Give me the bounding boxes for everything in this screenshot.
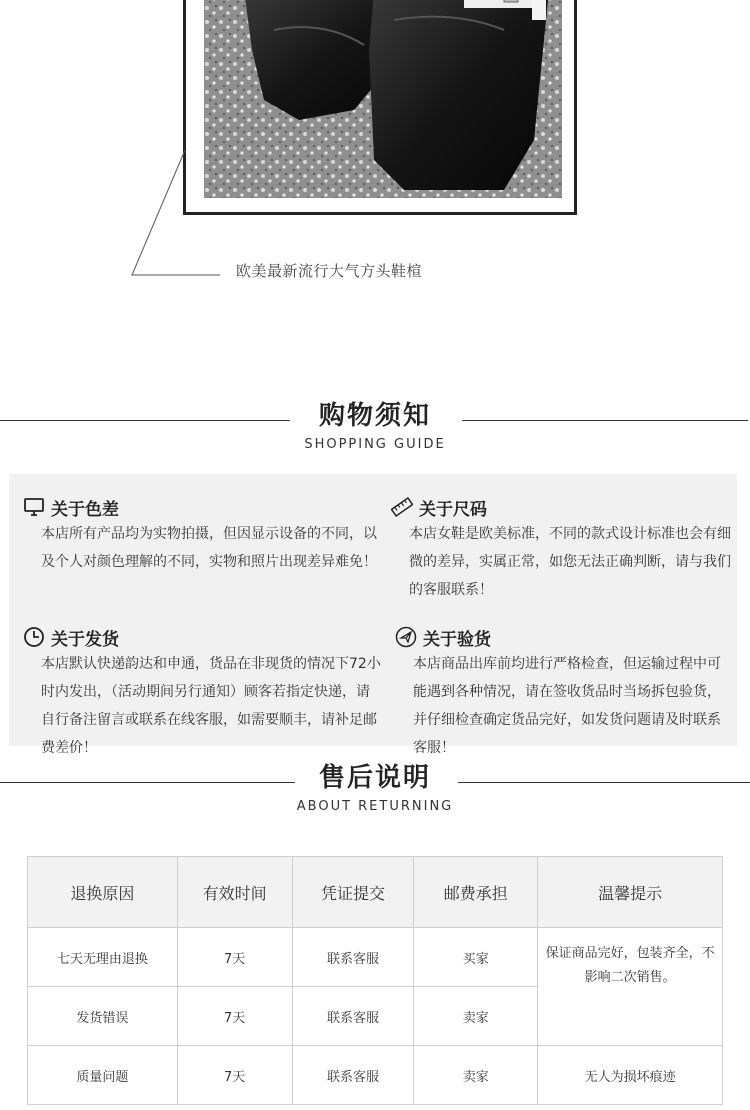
heading-rule-right bbox=[458, 782, 750, 783]
shopping-guide-subtitle: SHOPPING GUIDE bbox=[304, 437, 446, 452]
guide-title-color: 关于色差 bbox=[51, 499, 119, 520]
cell-postage: 卖家 bbox=[414, 987, 538, 1046]
cell-period: 7天 bbox=[177, 928, 292, 987]
after-sales-subtitle: ABOUT RETURNING bbox=[296, 799, 454, 814]
cell-proof: 联系客服 bbox=[292, 987, 414, 1046]
guide-item-color bbox=[23, 494, 383, 576]
guide-item-inspection bbox=[395, 624, 731, 762]
cell-postage: 卖家 bbox=[414, 1046, 538, 1105]
cell-reason: 发货错误 bbox=[28, 987, 178, 1046]
cell-proof: 联系客服 bbox=[292, 928, 414, 987]
cell-reason: 七天无理由退换 bbox=[28, 928, 178, 987]
cell-reason: 质量问题 bbox=[28, 1046, 178, 1105]
table-row bbox=[28, 1046, 723, 1105]
header-period: 有效时间 bbox=[177, 857, 292, 928]
cell-postage: 买家 bbox=[414, 928, 538, 987]
monitor-icon bbox=[23, 496, 45, 518]
guide-text-inspection: 本店商品出库前均进行严格检查，但运输过程中可能遇到各种情况，请在签收货品时当场拆包验货，并仔细检查确定货品完好，如发货问题请及时联系客服！ bbox=[413, 656, 721, 756]
shopping-guide-title: 购物须知 bbox=[318, 401, 431, 431]
cell-proof: 联系客服 bbox=[292, 1046, 414, 1105]
cell-tip-merged: 保证商品完好，包装齐全，不影响二次销售。 bbox=[538, 928, 723, 1046]
table-row bbox=[28, 928, 723, 987]
guide-item-shipping bbox=[23, 624, 383, 762]
returns-table bbox=[27, 856, 723, 1105]
product-photo bbox=[204, 0, 562, 198]
table-header-row bbox=[28, 857, 723, 928]
guide-text-color: 本店所有产品均为实物拍摄，但因显示设备的不同，以及个人对颜色理解的不同，实物和照片出现差异难免！ bbox=[41, 526, 377, 570]
shopping-guide-heading bbox=[0, 396, 750, 454]
cell-period: 7天 bbox=[177, 1046, 292, 1105]
cell-tip-quality: 无人为损坏痕迹 bbox=[538, 1046, 723, 1105]
product-caption: 欧美最新流行大气方头鞋楦 bbox=[236, 262, 423, 280]
clock-icon bbox=[23, 626, 45, 648]
guide-text-shipping: 本店默认快递韵达和申通，货品在非现货的情况下72小时内发出，（活动期间另行通知）顾客若指定快递，请自行备注留言或联系在线客服，如需要顺丰，请补足邮费差价！ bbox=[41, 656, 381, 756]
guide-title-inspection: 关于验货 bbox=[423, 629, 491, 650]
shopping-guide-box bbox=[9, 474, 737, 756]
guide-item-size bbox=[391, 494, 731, 604]
ruler-icon bbox=[391, 496, 413, 518]
shoe-photo-image bbox=[204, 0, 562, 198]
guide-title-shipping: 关于发货 bbox=[51, 629, 119, 650]
after-sales-heading bbox=[0, 758, 750, 816]
header-postage: 邮费承担 bbox=[414, 857, 538, 928]
airplane-icon bbox=[395, 626, 417, 648]
heading-rule-left bbox=[0, 420, 290, 421]
after-sales-title: 售后说明 bbox=[318, 763, 431, 793]
caption-pointer-line bbox=[130, 150, 250, 280]
header-reason: 退换原因 bbox=[28, 857, 178, 928]
guide-text-size: 本店女鞋是欧美标准，不同的款式设计标准也会有细微的差异，实属正常，如您无法正确判断，请与我们的客服联系！ bbox=[409, 526, 731, 598]
header-tip: 温馨提示 bbox=[538, 857, 723, 928]
heading-rule-right bbox=[462, 420, 748, 421]
header-proof: 凭证提交 bbox=[292, 857, 414, 928]
guide-title-size: 关于尺码 bbox=[419, 499, 487, 520]
cell-period: 7天 bbox=[177, 987, 292, 1046]
heading-rule-left bbox=[0, 782, 295, 783]
